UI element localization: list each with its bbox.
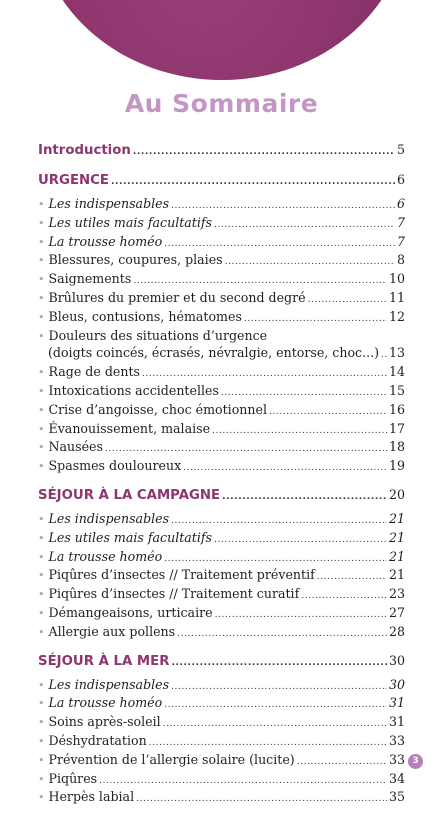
toc-entry-page: 10 <box>388 271 405 287</box>
toc-entry-label: La trousse homéo <box>48 233 163 249</box>
toc-entry[interactable] <box>38 421 405 440</box>
toc-entry-label: Introduction <box>38 143 131 158</box>
toc-entry-page: 28 <box>388 623 405 639</box>
toc-entry-page: 27 <box>388 604 405 620</box>
toc-entry-label: Déshydratation <box>48 732 147 748</box>
toc-entry-label: La trousse homéo <box>48 548 163 564</box>
toc-entry-page: 17 <box>388 420 405 436</box>
toc-entry-page: 18 <box>388 439 405 455</box>
toc-entry[interactable] <box>38 271 405 290</box>
toc-entry-label: Herpès labial <box>48 789 135 805</box>
bullet-icon: • <box>38 329 45 343</box>
toc-entry-page: 21 <box>388 548 405 564</box>
toc-entry-continuation[interactable] <box>38 345 405 364</box>
toc-entry-label: Douleurs des situations d’urgence <box>48 327 268 343</box>
toc-entry-label: Prévention de l’allergie solaire (lucite) <box>48 751 295 767</box>
dot-leader <box>221 385 387 402</box>
toc-entry[interactable] <box>38 364 405 383</box>
toc-entry-page: 31 <box>388 695 405 711</box>
toc-entry-label: Les utiles mais facultatifs <box>48 529 213 545</box>
toc-entry-page: 16 <box>388 401 405 417</box>
dot-leader <box>297 754 387 771</box>
toc-entry[interactable] <box>38 383 405 402</box>
toc-entry[interactable] <box>38 234 405 253</box>
toc-entry-label: Spasmes douloureux <box>48 458 182 474</box>
toc-entry-page: 6 <box>396 196 405 211</box>
toc-entry-page: 5 <box>396 142 405 157</box>
toc-entry[interactable] <box>38 549 405 568</box>
toc-entry-label: Brûlures du premier et du second degré <box>48 289 306 305</box>
bullet-icon: • <box>38 235 45 249</box>
toc-entry[interactable] <box>38 733 405 752</box>
toc-entry-label: Les utiles mais facultatifs <box>48 214 213 230</box>
toc-entry-label: Bleus, contusions, hématomes <box>48 308 242 324</box>
toc-entry-label: Les indispensables <box>48 196 170 211</box>
toc-entry[interactable] <box>38 677 405 696</box>
dot-leader <box>212 423 387 440</box>
section-page: 6 <box>396 172 405 187</box>
bullet-icon: • <box>38 310 45 324</box>
page-title: Au Sommaire <box>124 89 319 118</box>
toc-entry[interactable] <box>38 586 405 605</box>
bullet-icon: • <box>38 606 45 620</box>
bullet-icon: • <box>38 403 45 417</box>
dot-leader <box>301 588 387 605</box>
bullet-icon: • <box>38 531 45 545</box>
toc-entry-page: 33 <box>388 732 405 748</box>
dot-leader <box>214 217 395 234</box>
bullet-icon: • <box>38 772 45 786</box>
bullet-icon: • <box>38 753 45 767</box>
bullet-icon: • <box>38 441 45 455</box>
toc-entry-label: Les indispensables <box>48 510 170 526</box>
dot-leader <box>149 735 387 752</box>
toc-entry[interactable] <box>38 196 405 215</box>
dot-leader <box>164 236 395 253</box>
bullet-icon: • <box>38 678 45 692</box>
toc-entry-page: 12 <box>388 308 405 324</box>
toc-entry[interactable] <box>38 439 405 458</box>
toc-entry[interactable] <box>38 789 405 808</box>
bullet-icon: • <box>38 460 45 474</box>
toc-entry[interactable] <box>38 605 405 624</box>
toc-entry-label: (doigts coincés, écrasés, névralgie, entorse, choc...) <box>48 345 379 361</box>
toc-entry-introduction[interactable] <box>38 140 405 162</box>
dot-leader <box>111 173 395 192</box>
dot-leader <box>177 626 387 643</box>
toc-entry-page: 23 <box>388 586 405 602</box>
bullet-icon: • <box>38 550 45 564</box>
toc-entry-label: La trousse homéo <box>48 695 163 711</box>
toc-entry-label: Rage de dents <box>48 364 140 380</box>
toc-entry-page: 19 <box>388 458 405 474</box>
toc-entry[interactable] <box>38 567 405 586</box>
toc-entry-page: 11 <box>388 289 405 305</box>
dot-leader <box>133 273 387 290</box>
bullet-icon: • <box>38 384 45 398</box>
bullet-icon: • <box>38 588 45 602</box>
page-number-badge: 3 <box>408 754 423 769</box>
toc-entry-page: 13 <box>388 345 405 361</box>
toc-entry-page: 34 <box>388 770 405 786</box>
toc-entry-label: Piqûres d’insectes // Traitement curatif <box>48 586 300 602</box>
toc-section-heading[interactable] <box>38 651 405 673</box>
dot-leader <box>142 366 387 383</box>
bullet-icon: • <box>38 422 45 436</box>
toc-entry-label: Nausées <box>48 439 103 455</box>
toc-entry-page: 31 <box>388 714 405 730</box>
toc-entry-page: 30 <box>388 676 405 692</box>
section-title: SÉJOUR À LA MER <box>38 653 170 669</box>
toc-entry-page: 14 <box>388 364 405 380</box>
toc-entry[interactable] <box>38 309 405 328</box>
toc-section-campagne <box>38 485 405 643</box>
bullet-icon: • <box>38 791 45 805</box>
toc-section-urgence <box>38 170 405 477</box>
dot-leader <box>381 347 387 364</box>
toc-entry[interactable] <box>38 511 405 530</box>
toc-entry[interactable] <box>38 714 405 733</box>
dot-leader <box>133 143 395 162</box>
dot-leader <box>215 607 387 624</box>
toc-entry-page: 8 <box>396 252 405 268</box>
toc-entry-label: Blessures, coupures, plaies <box>48 252 223 268</box>
toc-section-introduction <box>38 140 405 162</box>
toc-entry-page: 7 <box>396 214 405 230</box>
toc-entry-page: 15 <box>388 382 405 398</box>
toc-entry-page: 21 <box>388 510 405 526</box>
toc-entry-page: 7 <box>396 233 405 249</box>
toc-section-heading[interactable] <box>38 485 405 507</box>
section-page: 30 <box>388 652 405 668</box>
toc-entry[interactable] <box>38 752 405 771</box>
dot-leader <box>225 254 395 271</box>
toc-entry[interactable] <box>38 530 405 549</box>
toc-entry-label: Saignements <box>48 271 132 287</box>
toc-entry-label: Allergie aux pollens <box>48 623 176 639</box>
dot-leader <box>244 311 387 328</box>
table-of-contents <box>38 140 405 816</box>
toc-entry[interactable] <box>38 290 405 309</box>
toc-entry-page: 35 <box>388 789 405 805</box>
toc-entry-label: Soins après-soleil <box>48 714 161 730</box>
dot-leader <box>222 488 387 507</box>
section-page: 20 <box>388 486 405 502</box>
toc-entry[interactable] <box>38 215 405 234</box>
section-title: URGENCE <box>38 173 110 188</box>
bullet-icon: • <box>38 512 45 526</box>
bullet-icon: • <box>38 216 45 230</box>
toc-section-heading[interactable] <box>38 170 405 192</box>
dot-leader <box>269 404 387 421</box>
toc-entry-label: Évanouissement, malaise <box>48 420 211 436</box>
toc-entry-label: Les indispensables <box>48 676 170 692</box>
toc-entry[interactable] <box>38 695 405 714</box>
toc-entry-page: 21 <box>388 529 405 545</box>
bullet-icon: • <box>38 734 45 748</box>
toc-entry[interactable] <box>38 458 405 477</box>
dot-leader <box>171 679 387 696</box>
toc-entry[interactable] <box>38 328 405 346</box>
bullet-icon: • <box>38 716 45 730</box>
toc-entry-label: Démangeaisons, urticaire <box>48 604 213 620</box>
dot-leader <box>164 551 387 568</box>
bullet-icon: • <box>38 697 45 711</box>
toc-section-mer <box>38 651 405 809</box>
toc-entry[interactable] <box>38 252 405 271</box>
bullet-icon: • <box>38 569 45 583</box>
toc-entry-page: 21 <box>388 567 405 583</box>
dot-leader <box>183 460 387 477</box>
dot-leader <box>164 697 387 714</box>
dot-leader <box>171 198 395 215</box>
toc-entry[interactable] <box>38 624 405 643</box>
bullet-icon: • <box>38 625 45 639</box>
toc-entry[interactable] <box>38 771 405 790</box>
toc-entry-label: Piqûres <box>48 770 98 786</box>
dot-leader <box>308 292 387 309</box>
dot-leader <box>171 654 387 673</box>
bullet-icon: • <box>38 254 45 268</box>
dot-leader <box>163 716 387 733</box>
dot-leader <box>105 441 387 458</box>
toc-entry-label: Intoxications accidentelles <box>48 382 219 398</box>
dot-leader <box>214 532 387 549</box>
toc-entry-label: Piqûres d’insectes // Traitement préventif <box>48 567 315 583</box>
dot-leader <box>317 569 387 586</box>
toc-entry[interactable] <box>38 402 405 421</box>
bullet-icon: • <box>38 273 45 287</box>
bullet-icon: • <box>38 366 45 380</box>
header-banner <box>36 0 408 80</box>
dot-leader <box>136 791 387 808</box>
bullet-icon: • <box>38 198 45 211</box>
toc-entry-page: 33 <box>388 751 405 767</box>
toc-entry-label: Crise d’angoisse, choc émotionnel <box>48 401 267 417</box>
dot-leader <box>171 513 387 530</box>
section-title: SÉJOUR À LA CAMPAGNE <box>38 487 221 503</box>
bullet-icon: • <box>38 291 45 305</box>
